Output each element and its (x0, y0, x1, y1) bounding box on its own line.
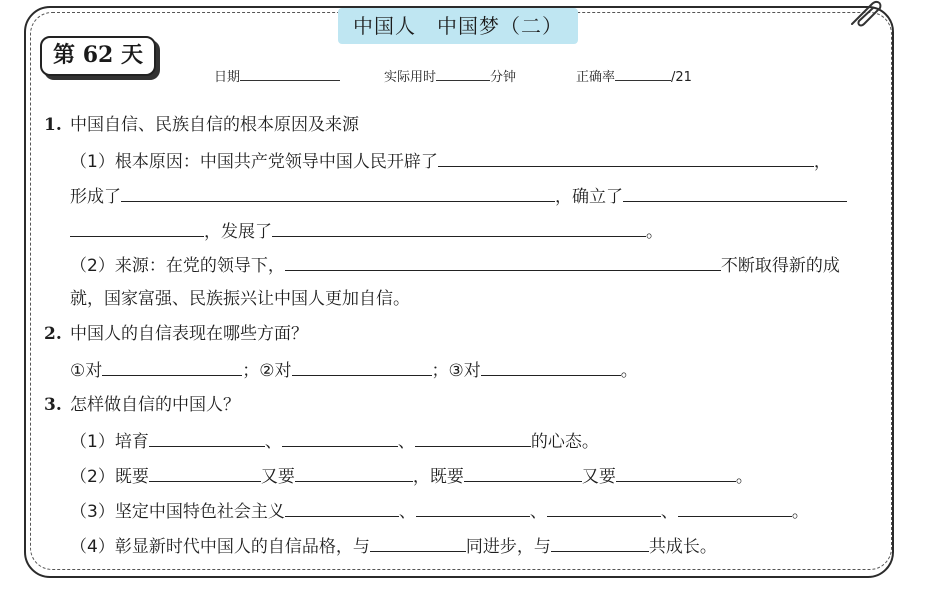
q3-sub2-text: 又要 (260, 467, 295, 487)
q2-item2: ；②对 (242, 361, 292, 381)
answer-blank[interactable] (370, 533, 466, 552)
q1-part1-text: ，发展了 (204, 222, 272, 242)
accuracy-label: 正确率 (576, 70, 616, 85)
q2-item3: ；③对 (431, 361, 481, 381)
answer-blank[interactable] (416, 498, 530, 517)
q1-title-line (44, 113, 359, 137)
q3-sub1-end: 的心态。 (530, 432, 599, 452)
q3-title-line (44, 393, 240, 417)
day-badge: 第 62 天 (40, 36, 156, 76)
answer-blank[interactable] (481, 357, 621, 376)
time-label: 实际用时 (384, 70, 437, 85)
answer-blank[interactable] (285, 252, 721, 271)
q1-part2-prefix: （2）来源：在党的领导下， (70, 256, 285, 276)
q3-sub1-text: （1）培育 (70, 432, 149, 452)
q2-item1: ①对 (70, 361, 103, 381)
answer-blank[interactable] (149, 428, 265, 447)
q1-part1-line1 (70, 148, 831, 174)
q1-part2-line1 (70, 252, 840, 278)
q2-title-line (44, 322, 308, 346)
punct: 。 (791, 502, 809, 522)
time-unit: 分钟 (490, 70, 517, 85)
accuracy-field (576, 66, 692, 85)
q3-sub2-text: 又要 (581, 467, 616, 487)
q1-number: 1. (44, 115, 62, 135)
q3-title: 怎样做自信的中国人？ (70, 395, 240, 415)
q3-number: 3. (44, 395, 62, 415)
answer-blank[interactable] (295, 463, 413, 482)
q3-sub3-text: （3）坚定中国特色社会主义 (70, 502, 285, 522)
answer-blank[interactable] (102, 357, 242, 376)
q3-sub3 (70, 498, 809, 524)
answer-blank[interactable] (415, 428, 531, 447)
answer-blank[interactable] (121, 183, 555, 202)
punct: 、 (398, 502, 416, 522)
q3-sub1 (70, 428, 599, 454)
answer-blank[interactable] (149, 463, 261, 482)
q1-part1-prefix: （1）根本原因：中国共产党领导中国人民开辟了 (70, 152, 438, 172)
q2-number: 2. (44, 324, 62, 344)
q3-sub2-text: ，既要 (412, 467, 464, 487)
answer-blank[interactable] (678, 498, 792, 517)
q1-part1-line3 (70, 218, 663, 244)
accuracy-total: /21 (671, 70, 692, 85)
answer-blank[interactable] (464, 463, 582, 482)
q1-part2-line2: 就，国家富强、民族振兴让中国人更加自信。 (70, 289, 410, 309)
q1-part1-line2 (70, 183, 847, 209)
q3-sub4-text: 同进步，与 (465, 537, 551, 557)
punct: 、 (529, 502, 547, 522)
answer-blank[interactable] (292, 357, 432, 376)
q1-title: 中国自信、民族自信的根本原因及来源 (70, 115, 359, 135)
punct: 。 (620, 361, 638, 381)
date-field (214, 66, 340, 85)
q1-part1-text: 形成了 (70, 187, 121, 207)
q3-sub2-text: （2）既要 (70, 467, 149, 487)
paperclip-icon (846, 0, 886, 28)
punct: ， (813, 152, 831, 172)
answer-blank[interactable] (551, 533, 649, 552)
date-label: 日期 (214, 70, 241, 85)
answer-blank[interactable] (272, 218, 646, 237)
answer-blank[interactable] (282, 428, 398, 447)
answer-blank[interactable] (70, 218, 204, 237)
punct: 。 (646, 222, 663, 242)
q1-part1-text: ，确立了 (555, 187, 623, 207)
answer-blank[interactable] (616, 463, 736, 482)
date-blank[interactable] (240, 66, 340, 81)
q3-sub4-text: （4）彰显新时代中国人的自信品格，与 (70, 537, 370, 557)
accuracy-blank[interactable] (615, 66, 671, 81)
q3-sub2 (70, 463, 753, 489)
q3-sub4-end: 共成长。 (648, 537, 717, 557)
punct: 。 (735, 467, 753, 487)
q2-title: 中国人的自信表现在哪些方面？ (70, 324, 308, 344)
q1-part2-suffix: 不断取得新的成 (720, 256, 840, 276)
punct: 、 (397, 432, 415, 452)
punct: 、 (660, 502, 678, 522)
q3-sub4 (70, 533, 717, 559)
punct: 、 (264, 432, 282, 452)
answer-blank[interactable] (438, 148, 814, 167)
answer-blank[interactable] (285, 498, 399, 517)
answer-blank[interactable] (623, 183, 847, 202)
time-blank[interactable] (436, 66, 490, 81)
answer-blank[interactable] (547, 498, 661, 517)
page-title: 中国人 中国梦（二） (338, 8, 578, 44)
q2-answer-line (70, 357, 638, 383)
time-field (384, 66, 516, 85)
